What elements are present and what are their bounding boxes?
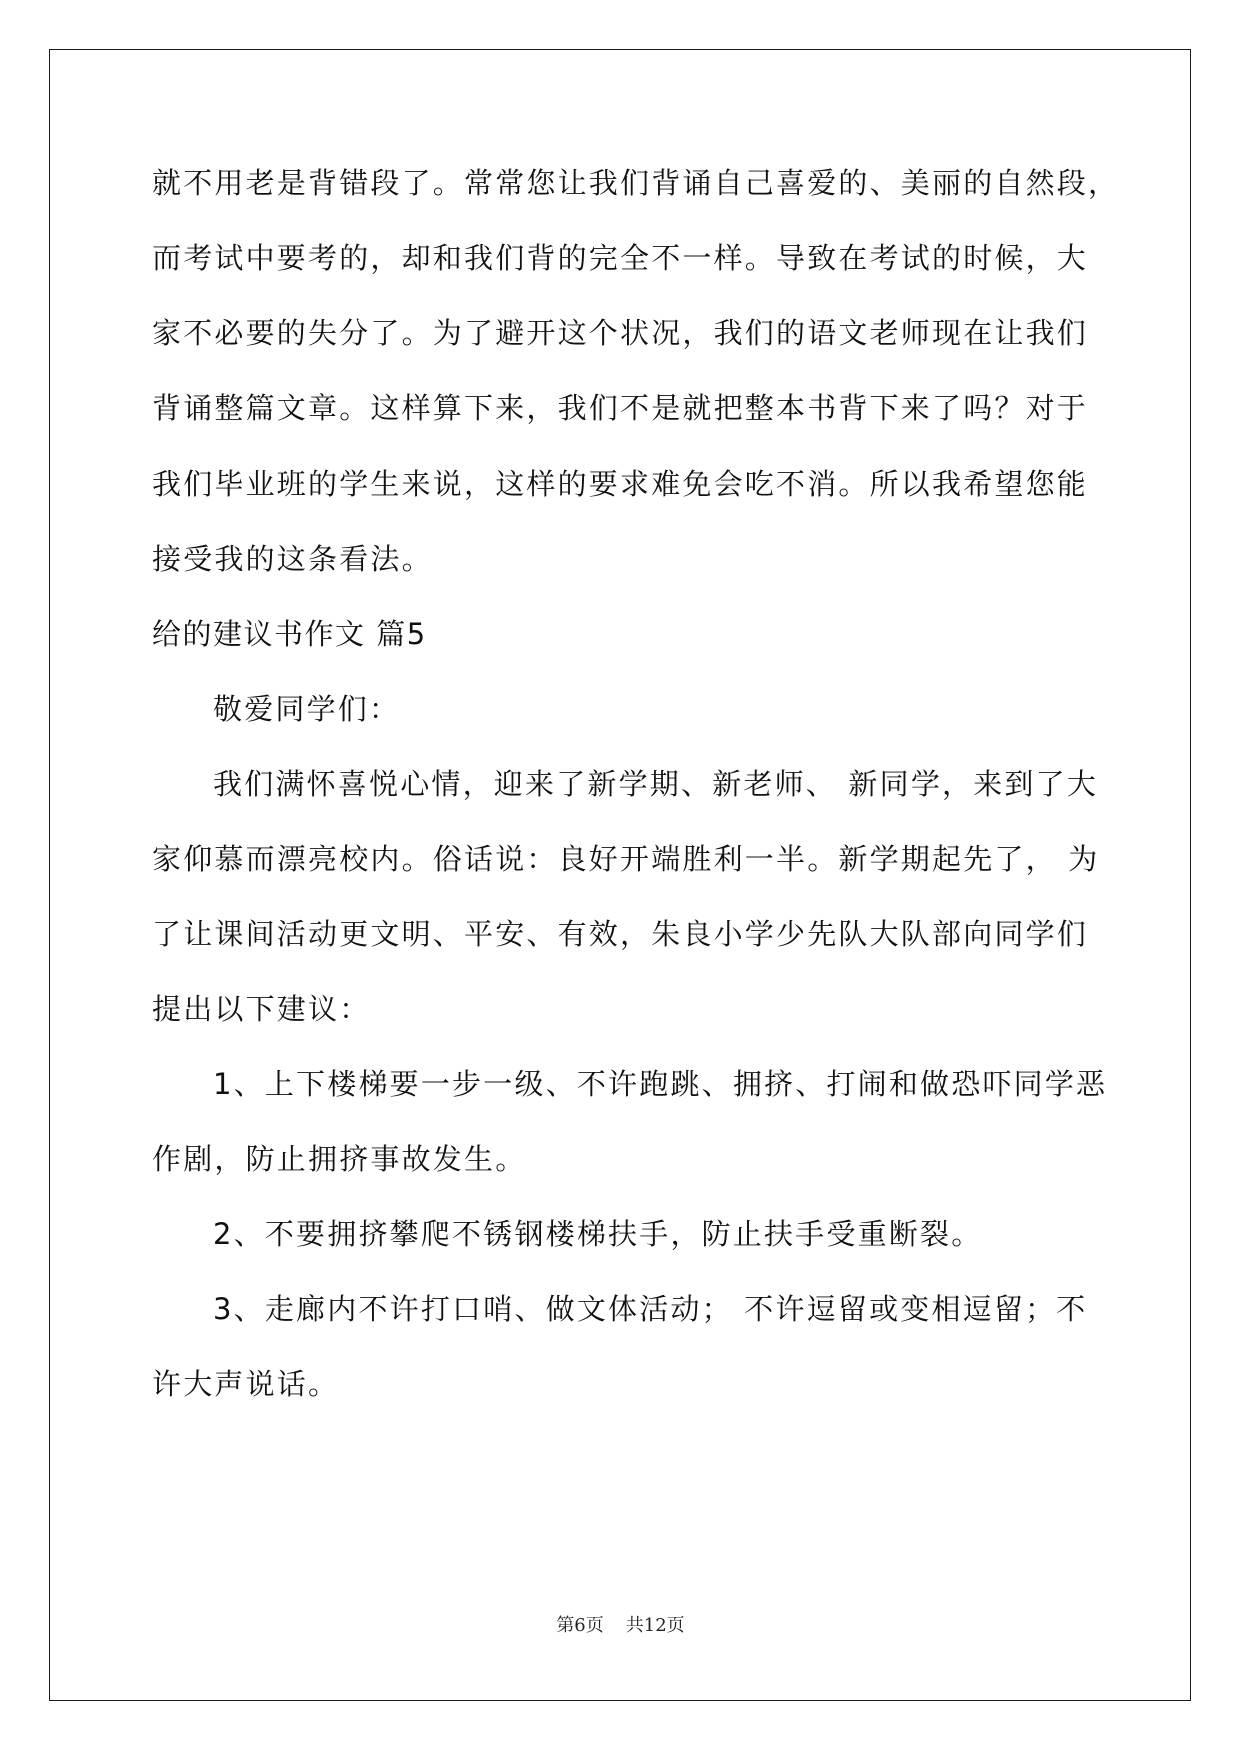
list-item: 2、不要拥挤攀爬不锈钢楼梯扶手，防止扶手受重断裂。 [213,1217,983,1251]
text-line: 了让课间活动更文明、平安、有效，朱良小学少先队大队部向同学们 [152,917,1089,951]
text-line: 就不用老是背错段了。常常您让我们背诵自己喜爱的、美丽的自然段， [152,166,1120,200]
page-number: 第6页 [556,1615,604,1636]
text-line: 我们毕业班的学生来说，这样的要求难免会吃不消。所以我希望您能 [152,467,1089,501]
text-line: 我们满怀喜悦心情，迎来了新学期、新老师、 新同学，来到了大 [213,767,1099,801]
list-item: 3、走廊内不许打口哨、做文体活动； 不许逗留或变相逗留；不 [213,1292,1088,1326]
page-footer [0,1614,1241,1638]
page-total: 共12页 [625,1615,685,1636]
text-line: 背诵整篇文章。这样算下来，我们不是就把整本书背下来了吗？对于 [152,391,1089,425]
text-line: 提出以下建议： [152,992,371,1026]
list-item: 1、上下楼梯要一步一级、不许跑跳、拥挤、打闹和做恐吓同学恶 [213,1067,1108,1101]
text-line: 许大声说话。 [152,1367,340,1401]
text-line: 家仰慕而漂亮校内。俗话说：良好开端胜利一半。新学期起先了， 为 [152,842,1100,876]
text-line: 作剧，防止拥挤事故发生。 [152,1142,527,1176]
text-line: 而考试中要考的，却和我们背的完全不一样。导致在考试的时候，大 [152,241,1089,275]
salutation: 敬爱同学们： [213,692,401,726]
text-line: 家不必要的失分了。为了避开这个状况，我们的语文老师现在让我们 [152,316,1089,350]
text-line: 接受我的这条看法。 [152,542,433,576]
section-heading: 给的建议书作文 篇5 [152,617,427,651]
